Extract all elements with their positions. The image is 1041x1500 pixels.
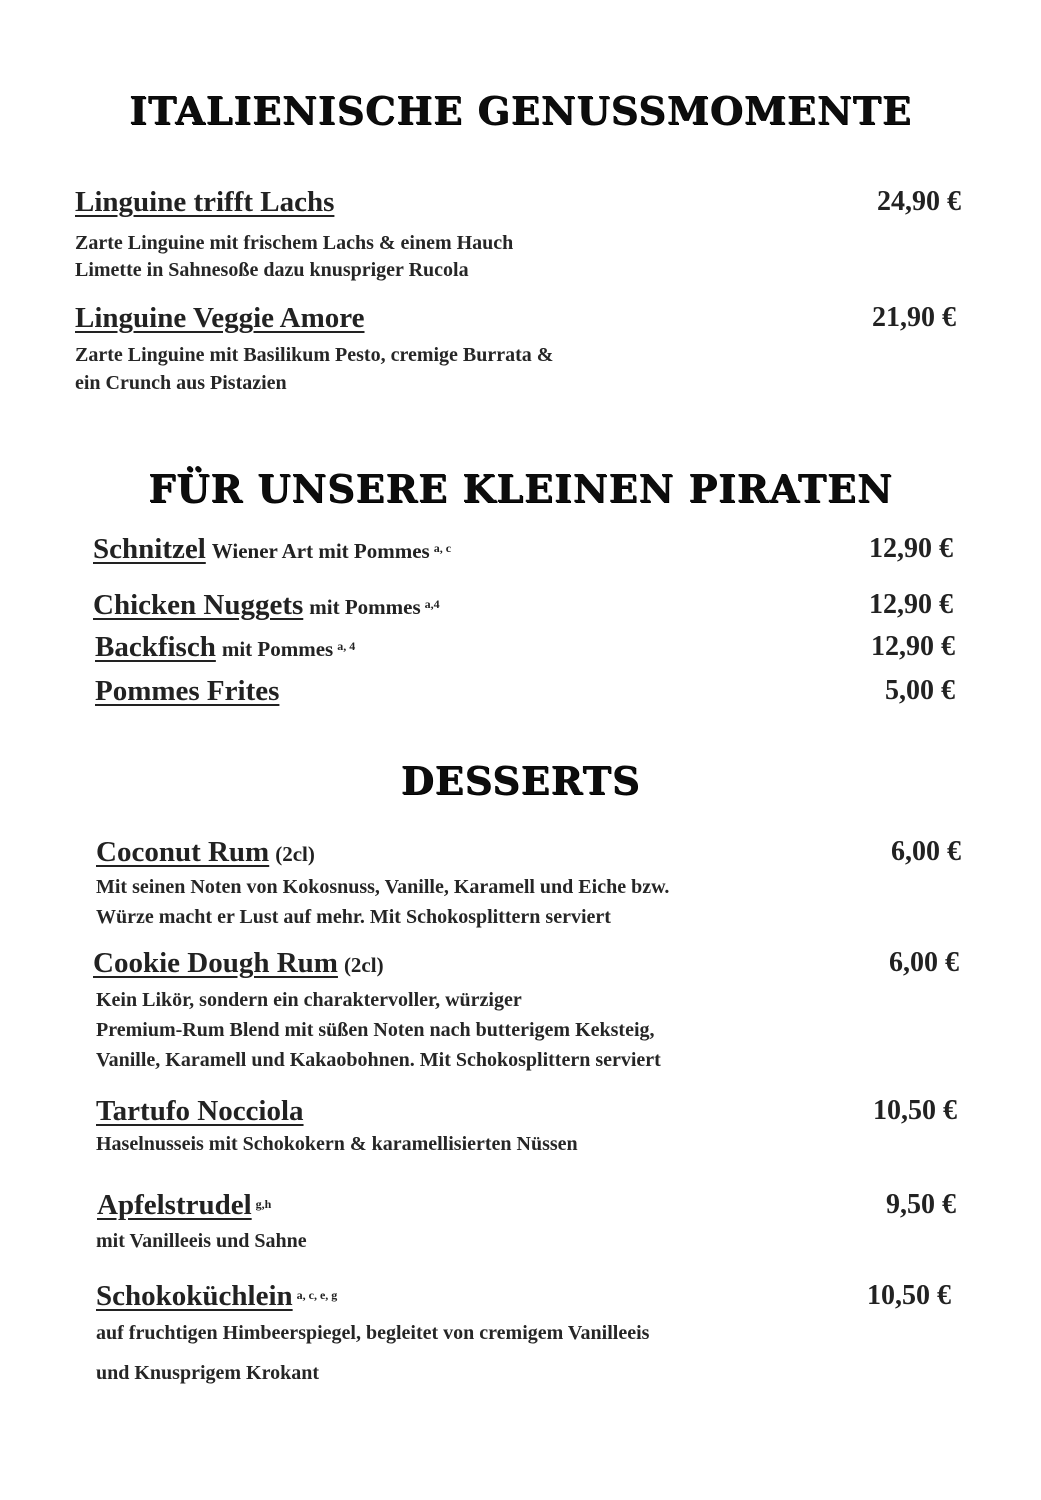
menu-item-chicken-nuggets (93, 589, 440, 621)
menu-item-linguine-veggie (75, 302, 365, 334)
allergen-note: a, c (433, 540, 452, 555)
item-price: 12,90 € (871, 631, 955, 662)
item-description: und Knusprigem Krokant (96, 1362, 320, 1384)
item-name: Schokoküchlein (96, 1280, 293, 1312)
item-name: Linguine trifft Lachs (75, 186, 335, 218)
menu-item-tartufo-nocciola (96, 1095, 304, 1127)
item-description: Zarte Linguine mit frischem Lachs & einem Hauch (75, 232, 514, 254)
menu-item-cookie-dough-rum (93, 947, 384, 979)
item-suffix: mit Pommes (221, 637, 334, 661)
item-name: Linguine Veggie Amore (75, 302, 365, 334)
allergen-note: g,h (255, 1196, 272, 1211)
item-price: 6,00 € (889, 947, 959, 978)
item-description: ein Crunch aus Pistazien (75, 372, 287, 394)
item-price: 6,00 € (891, 836, 961, 867)
section-title-kids: FÜR UNSERE KLEINEN PIRATEN (148, 466, 893, 511)
item-description: Würze macht er Lust auf mehr. Mit Schokosplittern serviert (96, 906, 611, 928)
allergen-note: a,4 (424, 596, 440, 611)
item-suffix: Wiener Art mit Pommes (211, 539, 430, 563)
item-name: Schnitzel (93, 533, 206, 565)
allergen-note: a, 4 (337, 638, 356, 653)
item-description: Premium-Rum Blend mit süßen Noten nach butterigem Keksteig, (96, 1019, 655, 1041)
item-price: 12,90 € (869, 589, 953, 620)
menu-item-schokokuechlein (96, 1280, 337, 1312)
item-price: 21,90 € (872, 302, 956, 333)
item-name: Coconut Rum (96, 836, 270, 868)
item-name: Backfisch (95, 631, 216, 663)
item-suffix: (2cl) (275, 842, 315, 866)
item-description: Haselnusseis mit Schokokern & karamellisierten Nüssen (96, 1133, 578, 1155)
item-price: 10,50 € (873, 1095, 957, 1126)
item-price: 12,90 € (869, 533, 953, 564)
item-suffix: (2cl) (343, 953, 384, 977)
item-description: Zarte Linguine mit Basilikum Pesto, cremige Burrata & (75, 344, 554, 366)
item-name: Pommes Frites (95, 675, 280, 707)
item-name: Chicken Nuggets (93, 589, 304, 621)
section-title-desserts: DESSERTS (400, 758, 641, 803)
item-name: Apfelstrudel (97, 1189, 252, 1221)
menu-item-apfelstrudel (97, 1189, 271, 1221)
item-description: Vanille, Karamell und Kakaobohnen. Mit Schokosplittern serviert (96, 1049, 661, 1071)
item-description: Mit seinen Noten von Kokosnuss, Vanille, Karamell und Eiche bzw. (96, 876, 670, 898)
item-description: mit Vanilleeis und Sahne (96, 1230, 307, 1252)
menu-item-coconut-rum (96, 836, 315, 868)
item-name: Cookie Dough Rum (93, 947, 338, 979)
section-title-pasta: ITALIENISCHE GENUSSMOMENTE (129, 88, 912, 133)
item-description: Limette in Sahnesoße dazu knuspriger Rucola (75, 259, 469, 281)
item-price: 10,50 € (867, 1280, 951, 1311)
menu-item-schnitzel (93, 533, 451, 565)
item-description: Kein Likör, sondern ein charaktervoller, würziger (96, 989, 522, 1011)
item-price: 24,90 € (877, 186, 961, 217)
item-suffix: mit Pommes (309, 595, 421, 619)
item-name: Tartufo Nocciola (96, 1095, 304, 1127)
item-description: auf fruchtigen Himbeerspiegel, begleitet von cremigem Vanilleeis (96, 1322, 650, 1344)
menu-item-pommes-frites (95, 675, 279, 707)
menu-item-backfisch (95, 631, 355, 663)
allergen-note: a, c, e, g (296, 1287, 338, 1302)
menu-item-linguine-lachs (75, 186, 334, 218)
item-price: 5,00 € (885, 675, 955, 706)
item-price: 9,50 € (886, 1189, 956, 1220)
